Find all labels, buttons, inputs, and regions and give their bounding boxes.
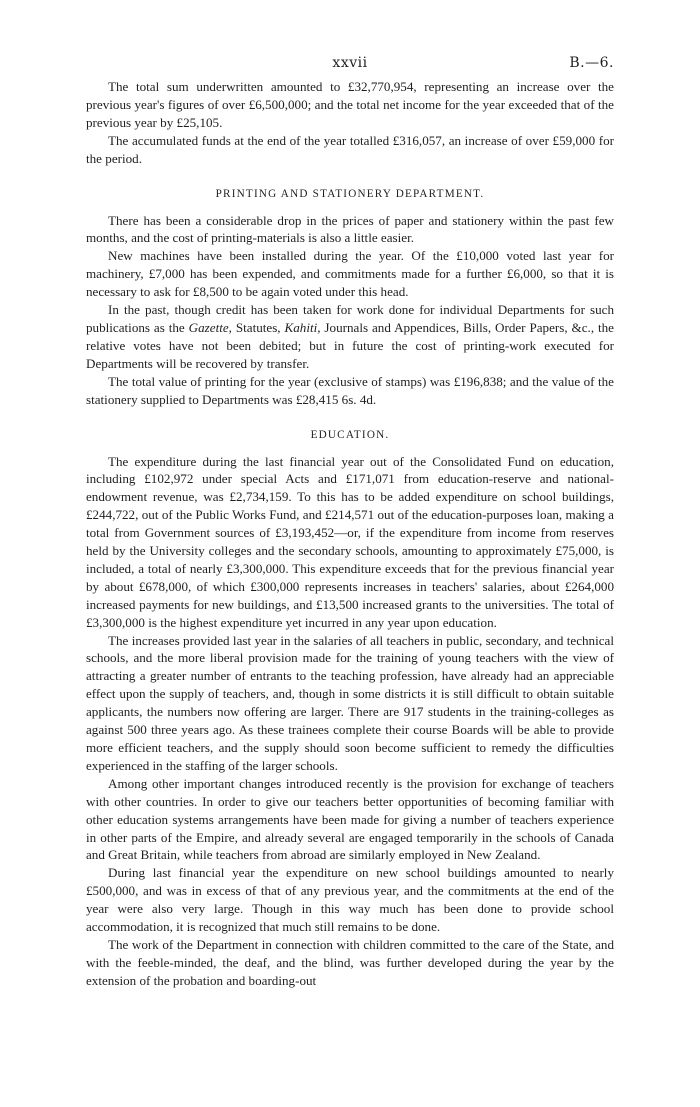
page-number: xxvii <box>332 55 368 71</box>
paragraph: New machines have been installed during the year. Of the £10,000 voted last year for machinery, £7,000 has been expended, and commitments made for a further £6,000, so that it is necessary to ask for £8,500 to be again voted under this head. <box>86 248 614 300</box>
italic-title-gazette: Gazette <box>188 319 229 335</box>
italic-title-kahiti: Kahiti <box>284 319 318 335</box>
paragraph <box>86 301 614 373</box>
section-heading-printing: PRINTING AND STATIONERY DEPARTMENT. <box>215 187 485 200</box>
text-run: , Journals and Appendices, Bills, Order Papers, &c., the relative votes have not been debited; but in future the cost of printing-work executed for Departments will be recovered by transfer. <box>86 319 614 371</box>
report-code: B.—6. <box>569 55 614 71</box>
text-run: , Statutes, <box>228 319 285 335</box>
paragraph: The increases provided last year in the salaries of all teachers in public, secondary, and technical schools, and the more liberal provision made for the training of young teachers with the view of attracting a greater number of entrants to the teaching profession, have already had an appreciable effect upon the supply of teachers, and, though in some districts it is still difficult to obtain suitable applicants, the numbers now offering are larger. There are 917 students in the training-colleges as against 500 three years ago. As these trainees complete their course Boards will be able to provide more efficient teachers, and the supply should soon become sufficient to remedy the difficulties experienced in the staffing of the larger schools. <box>86 632 614 773</box>
paragraph: The total sum underwritten amounted to £32,770,954, representing an increase over the previous year's figures of over £6,500,000; and the total net income for the year exceeded that of the previous year by £25,105. <box>86 79 614 130</box>
paragraph: Among other important changes introduced recently is the provision for exchange of teachers with other countries. In order to give our teachers better opportunities of becoming familiar with other education systems arrangements have been made for giving a number of teachers experience in other parts of the Empire, and already several are engaged temporarily in the schools of Canada and Great Britain, while teachers from abroad are similarly employed in New Zealand. <box>86 775 614 863</box>
paragraph: During last financial year the expenditure on new school buildings amounted to nearly £500,000, and was in excess of that of any previous year, and the commitments at the end of the year were also very large. Though in this way much has been done to provide school accommodation, it is recognized that much still remains to be done. <box>86 865 614 935</box>
document-body <box>86 78 614 990</box>
paragraph: There has been a considerable drop in the prices of paper and stationery within the past few months, and the cost of printing-materials is also a little easier. <box>86 212 614 246</box>
paragraph: The accumulated funds at the end of the year totalled £316,057, an increase of over £59,000 for the period. <box>86 132 614 166</box>
paragraph: The work of the Department in connection with children committed to the care of the State, and with the feeble-minded, the deaf, and the blind, was further developed during the year by the extension of the probation and boarding-out <box>86 936 614 988</box>
section-heading-education: EDUCATION. <box>310 428 390 441</box>
paragraph: The expenditure during the last financial year out of the Consolidated Fund on education, including £102,972 under special Acts and £171,071 from education-reserve and national-endowment revenue, was £2,734,159. To this has to be added expenditure on school buildings, £244,722, out of the Public Works Fund, and £214,571 out of the education-purposes loan, making a total from Government sources of £3,193,452—or, if the expenditure from income from reserves held by the University colleges and the secondary schools, amounting to approximately £75,000, is included, a total of nearly £3,300,000. This expenditure exceeds that for the previous financial year by about £678,000, of which £300,000 represents increases in teachers' salaries, about £264,000 increased payments for new buildings, and £13,500 increased grants to the universities. The total of £3,300,000 is the highest expenditure yet incurred in any year upon education. <box>86 453 614 630</box>
text-run: In the past, though credit has been taken for work done for individual Departments for such publications as the <box>86 302 614 335</box>
paragraph: The total value of printing for the year (exclusive of stamps) was £196,838; and the value of the stationery supplied to Departments was £28,415 6s. 4d. <box>86 373 614 407</box>
